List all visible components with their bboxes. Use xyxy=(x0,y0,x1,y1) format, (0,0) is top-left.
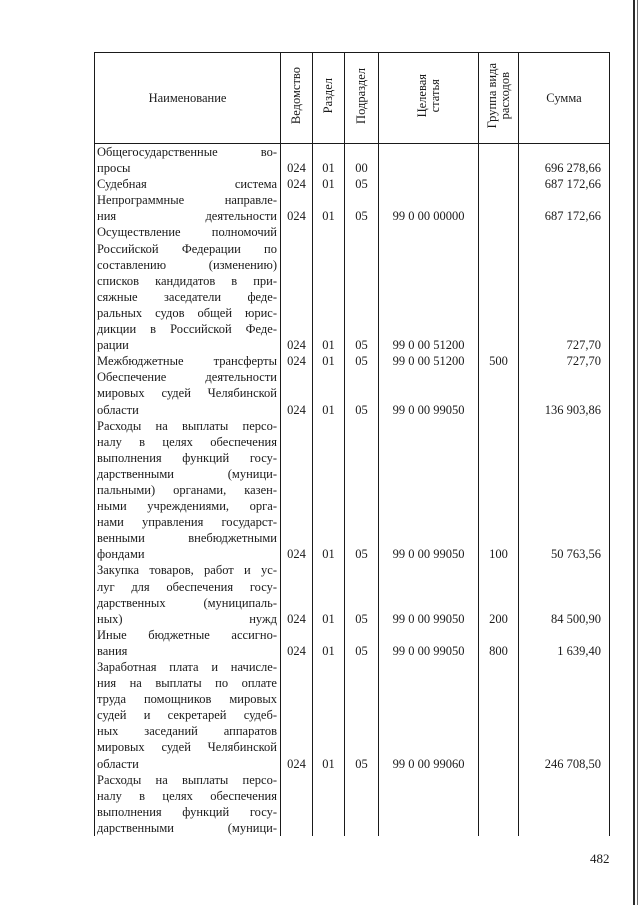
header-expense-group: Группа вида расходов xyxy=(479,53,519,144)
cell-name-line: области xyxy=(97,756,139,771)
table-row xyxy=(95,562,610,626)
cell-section: 01 xyxy=(313,224,345,353)
cell-department: 024 xyxy=(281,369,313,417)
cell-department: 024 xyxy=(281,353,313,369)
cell-department: 024 xyxy=(281,224,313,353)
cell-name-line: Обеспечение деятельности xyxy=(97,370,277,385)
cell-name-line: Иные бюджетные ассигно- xyxy=(97,627,277,642)
cell-section: 01 xyxy=(313,418,345,563)
cell-name-line: ных) нужд xyxy=(97,611,277,626)
cell-expense-group xyxy=(479,192,519,224)
cell-name-line: Расходы на выплаты персо- xyxy=(97,772,277,787)
cell-subsection: 05 xyxy=(345,224,379,353)
table-row xyxy=(95,353,610,369)
cell-department: 024 xyxy=(281,192,313,224)
cell-amount: 696 278,66 xyxy=(519,144,610,177)
cell-name-line: дарственных (муниципаль- xyxy=(97,595,277,610)
cell-target-article: 99 0 00 99050 xyxy=(379,562,479,626)
cell-section xyxy=(313,772,345,836)
cell-name-line: дарственными (муници- xyxy=(97,466,277,481)
cell-target-article: 99 0 00 00000 xyxy=(379,192,479,224)
cell-name-line: выполнения функций госу- xyxy=(97,804,277,819)
cell-expense-group: 200 xyxy=(479,562,519,626)
cell-expense-group xyxy=(479,369,519,417)
cell-section: 01 xyxy=(313,176,345,192)
cell-expense-group: 500 xyxy=(479,353,519,369)
cell-expense-group xyxy=(479,144,519,177)
cell-department: 024 xyxy=(281,418,313,563)
cell-name-line: выполнения функций госу- xyxy=(97,450,277,465)
cell-amount: 727,70 xyxy=(519,353,610,369)
table-row xyxy=(95,144,610,177)
page-edge-line-inner xyxy=(637,0,638,905)
table-row xyxy=(95,627,610,659)
cell-target-article: 99 0 00 99050 xyxy=(379,369,479,417)
cell-name-line: списков кандидатов в при- xyxy=(97,273,277,288)
cell-expense-group xyxy=(479,176,519,192)
cell-name xyxy=(95,659,281,772)
cell-subsection: 05 xyxy=(345,176,379,192)
cell-name-line: ными учреждениями, орга- xyxy=(97,499,277,514)
cell-name xyxy=(95,353,281,369)
table-body xyxy=(95,144,610,837)
header-section: Раздел xyxy=(313,53,345,144)
cell-section: 01 xyxy=(313,627,345,659)
cell-name-line: труда помощников мировых xyxy=(97,692,277,707)
cell-name xyxy=(95,418,281,563)
cell-amount: 687 172,66 xyxy=(519,192,610,224)
cell-target-article: 99 0 00 51200 xyxy=(379,224,479,353)
cell-subsection: 00 xyxy=(345,144,379,177)
cell-target-article: 99 0 00 51200 xyxy=(379,353,479,369)
cell-amount: 84 500,90 xyxy=(519,562,610,626)
cell-department: 024 xyxy=(281,659,313,772)
cell-subsection: 05 xyxy=(345,562,379,626)
page-number: 482 xyxy=(590,851,610,866)
cell-name-line: луг для обеспечения госу- xyxy=(97,579,277,594)
table-row xyxy=(95,224,610,353)
cell-name-line: дарственными (муници- xyxy=(97,820,277,835)
table-row xyxy=(95,659,610,772)
cell-expense-group xyxy=(479,224,519,353)
cell-name-line: ральных судов общей юрис- xyxy=(97,305,277,320)
budget-table xyxy=(94,52,610,836)
header-subsection: Подраздел xyxy=(345,53,379,144)
cell-name-line: ных заседаний аппаратов xyxy=(97,724,277,739)
cell-amount: 727,70 xyxy=(519,224,610,353)
cell-department xyxy=(281,772,313,836)
table-row xyxy=(95,418,610,563)
cell-name-line: фондами xyxy=(97,547,145,562)
cell-amount: 136 903,86 xyxy=(519,369,610,417)
table-row xyxy=(95,772,610,836)
cell-expense-group xyxy=(479,659,519,772)
cell-amount: 687 172,66 xyxy=(519,176,610,192)
cell-name xyxy=(95,176,281,192)
cell-name-line: мировых судей Челябинской xyxy=(97,386,277,401)
table-header-row xyxy=(95,53,610,144)
cell-name xyxy=(95,224,281,353)
cell-name-line: вания xyxy=(97,643,128,658)
cell-subsection: 05 xyxy=(345,192,379,224)
cell-name-line: налу в целях обеспечения xyxy=(97,434,277,449)
cell-name xyxy=(95,627,281,659)
cell-subsection: 05 xyxy=(345,369,379,417)
header-amount: Сумма xyxy=(519,53,610,144)
cell-target-article xyxy=(379,772,479,836)
cell-name-line: ния на выплаты по оплате xyxy=(97,676,277,691)
cell-name-line: пальными) органами, казен- xyxy=(97,482,277,497)
cell-name-line: составлению (изменению) xyxy=(97,257,277,272)
cell-name xyxy=(95,192,281,224)
cell-expense-group: 100 xyxy=(479,418,519,563)
cell-name-line: налу в целях обеспечения xyxy=(97,788,277,803)
cell-section: 01 xyxy=(313,562,345,626)
cell-name-line: Осуществление полномочий xyxy=(97,225,277,240)
cell-name xyxy=(95,772,281,836)
cell-expense-group: 800 xyxy=(479,627,519,659)
cell-name-line: Закупка товаров, работ и ус- xyxy=(97,563,277,578)
cell-department: 024 xyxy=(281,144,313,177)
cell-section: 01 xyxy=(313,144,345,177)
cell-name-line: области xyxy=(97,402,139,417)
cell-amount: 1 639,40 xyxy=(519,627,610,659)
table-row xyxy=(95,192,610,224)
cell-name-line: дикции в Российской Феде- xyxy=(97,322,277,337)
cell-section: 01 xyxy=(313,353,345,369)
cell-amount: 246 708,50 xyxy=(519,659,610,772)
cell-target-article: 99 0 00 99050 xyxy=(379,418,479,563)
cell-subsection: 05 xyxy=(345,627,379,659)
cell-target-article: 99 0 00 99060 xyxy=(379,659,479,772)
cell-name-line: рации xyxy=(97,338,129,353)
header-target-article: Целевая статья xyxy=(379,53,479,144)
cell-department: 024 xyxy=(281,176,313,192)
table-row xyxy=(95,369,610,417)
cell-name-line: Судебная система xyxy=(97,177,277,192)
cell-section: 01 xyxy=(313,369,345,417)
cell-subsection: 05 xyxy=(345,659,379,772)
cell-name xyxy=(95,369,281,417)
cell-amount xyxy=(519,772,610,836)
cell-name-line: Расходы на выплаты персо- xyxy=(97,418,277,433)
cell-name-line: мировых судей Челябинской xyxy=(97,740,277,755)
cell-amount: 50 763,56 xyxy=(519,418,610,563)
cell-name-line: венными внебюджетными xyxy=(97,531,277,546)
cell-name-line: судей и секретарей судеб- xyxy=(97,708,277,723)
cell-section: 01 xyxy=(313,659,345,772)
cell-name xyxy=(95,562,281,626)
header-department: Ведомство xyxy=(281,53,313,144)
cell-name-line: просы xyxy=(97,161,131,176)
header-name: Наименование xyxy=(95,53,281,144)
cell-target-article xyxy=(379,176,479,192)
cell-name-line: Российской Федерации по xyxy=(97,241,277,256)
cell-name-line: Межбюджетные трансферты xyxy=(97,354,277,369)
cell-subsection: 05 xyxy=(345,418,379,563)
page-edge-line xyxy=(633,0,635,905)
cell-subsection xyxy=(345,772,379,836)
table-row xyxy=(95,176,610,192)
cell-section: 01 xyxy=(313,192,345,224)
cell-expense-group xyxy=(479,772,519,836)
cell-name xyxy=(95,144,281,177)
cell-target-article xyxy=(379,144,479,177)
cell-name-line: Общегосударственные во- xyxy=(97,145,277,159)
cell-name-line: сяжные заседатели феде- xyxy=(97,289,277,304)
cell-name-line: Непрограммные направле- xyxy=(97,193,277,208)
cell-name-line: ния деятельности xyxy=(97,209,277,224)
cell-name-line: Заработная плата и начисле- xyxy=(97,660,277,674)
cell-subsection: 05 xyxy=(345,353,379,369)
cell-department: 024 xyxy=(281,627,313,659)
cell-name-line: нами управления государст- xyxy=(97,515,277,530)
cell-department: 024 xyxy=(281,562,313,626)
cell-target-article: 99 0 00 99050 xyxy=(379,627,479,659)
